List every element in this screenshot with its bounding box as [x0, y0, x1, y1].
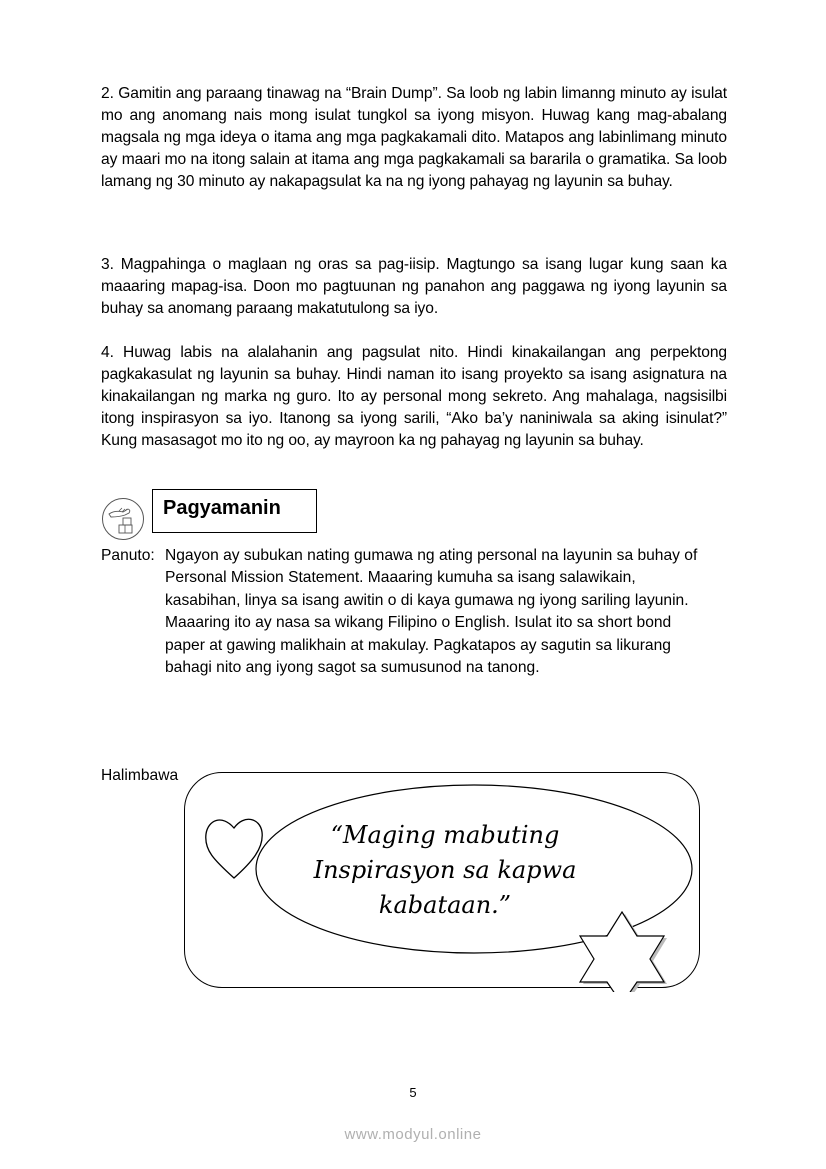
instructions-line: Personal Mission Statement. Maaaring kumuha sa isang salawikain,: [165, 569, 636, 586]
quote-line: “Maging mabuting: [330, 821, 560, 849]
instructions-body: [165, 567, 735, 680]
instructions-first-line: Ngayon ay subukan nating gumawa ng ating personal na layunin sa buhay of: [165, 547, 698, 564]
example-label: Halimbawa: [101, 767, 179, 784]
page-number: 5: [409, 1085, 417, 1100]
quote-line: Inspirasyon sa kapwa: [313, 856, 577, 884]
section-title: Pagyamanin: [163, 497, 281, 519]
instructions-line: bahagi nito ang iyong sagot sa sumusunod na tanong.: [165, 659, 540, 676]
section-header-box: [152, 489, 317, 533]
instructions-label: Panuto:: [101, 547, 155, 564]
watermark: www.modyul.online: [344, 1126, 482, 1143]
quote-line: kabataan.”: [378, 891, 512, 919]
instructions-line: paper at gawing malikhain at makulay. Pagkatapos ay sagutin sa likurang: [165, 636, 671, 654]
instructions-line: kasabihan, linya sa isang awitin o di kaya gumawa ng iyong sariling layunin.: [165, 591, 689, 609]
paragraph-step-3: 3. Magpahinga o maglaan ng oras sa pag-iisip. Magtungo sa isang lugar kung saan ka maaaring mapag-isa. Doon mo pagtuunan ng panahon ang paggawa ng iyong layunin sa buhay sa anomang paraang makatutulong sa iyo.: [101, 256, 727, 317]
example-quote: [300, 818, 590, 923]
paragraph-step-4: 4. Huwag labis na alalahanin ang pagsulat nito. Hindi kinakailangan ang perpektong pagkakasulat ng layunin sa buhay. Hindi naman ito isang proyekto sa isang asignatura na kinakailangan ng marka ng guro. Ito ay personal mong sekreto. Ang mahalaga, nagsisilbi itong inspirasyon sa iyo. Itanong sa iyong sarili, “Ako ba’y naniniwala sa aking isinulat?” Kung masasagot mo ito ng oo, ay mayroon ka ng pahayag ng layunin sa buhay.: [101, 344, 727, 449]
heart-icon: [206, 819, 262, 878]
paragraph-step-2: 2. Gamitin ang paraang tinawag na “Brain Dump”. Sa loob ng labin limanng minuto ay isulat mo ang anomang nais mong isulat tungkol sa iyong misyon. Huwag kang mag-abalang magsala ng mga ideya o itama ang mga pagkakamali dito. Matapos ang labinlimang minuto ay maari mo na itong salain at itama ang mga pagkakamali sa bararila o gramatika. Sa loob lamang ng 30 minuto ay nakapagsulat ka na ng iyong pahayag ng layunin sa buhay.: [101, 85, 727, 190]
hand-building-blocks-icon: [101, 497, 145, 541]
instructions-line: Maaaring ito ay nasa sa wikang Filipino o English. Isulat ito sa short bond: [165, 614, 672, 631]
